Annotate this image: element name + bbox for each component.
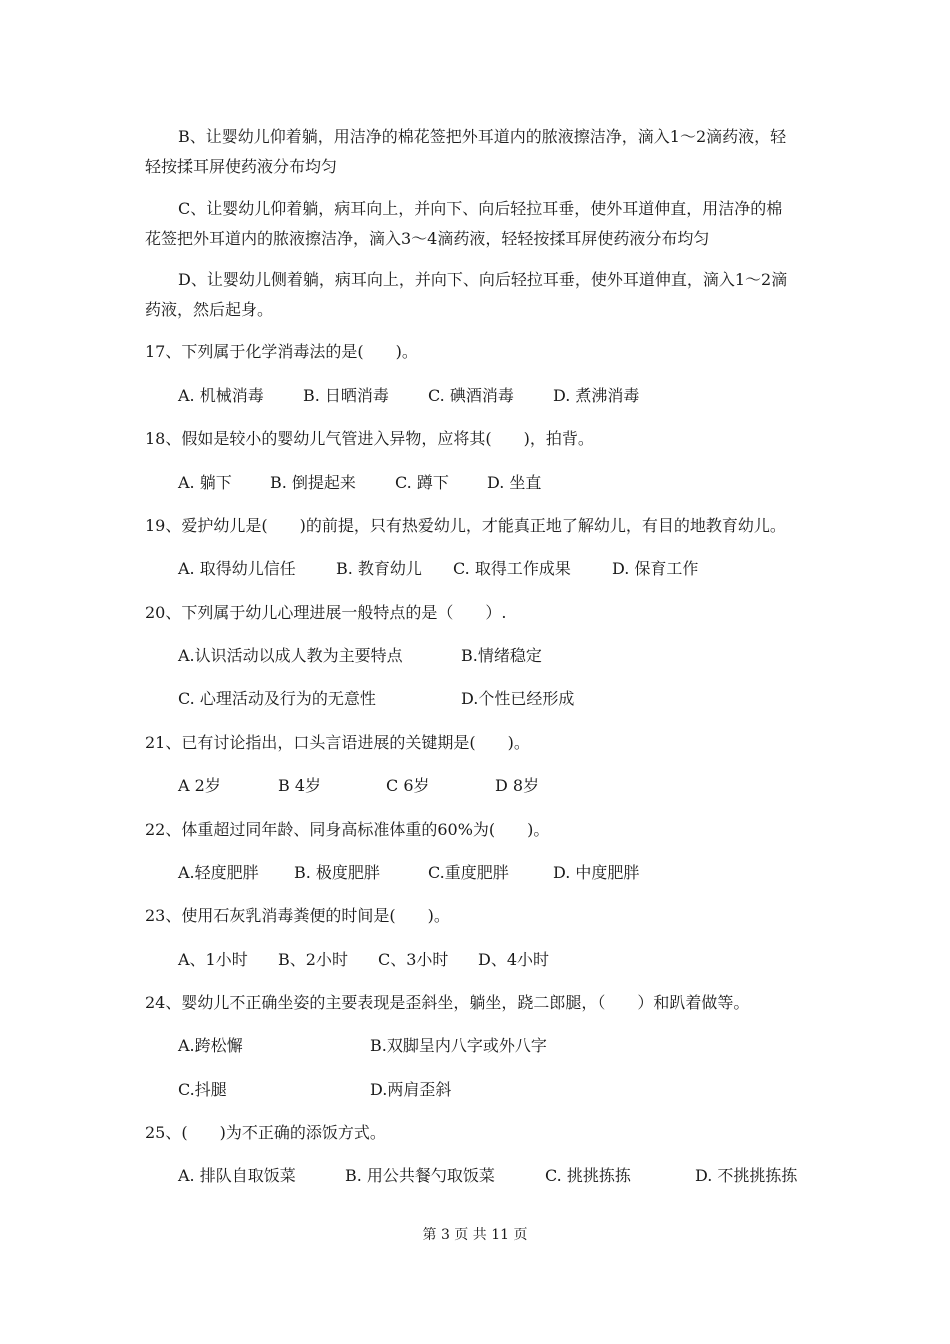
question-stem: 25、( )为不正确的添饭方式。 — [145, 1123, 386, 1142]
question-stem: 24、婴幼儿不正确坐姿的主要表现是歪斜坐，躺坐，跷二郎腿，（ ）和趴着做等。 — [145, 993, 750, 1012]
question-option: D.两肩歪斜 — [370, 1080, 452, 1099]
question-stem: 18、假如是较小的婴幼儿气管进入异物，应将其( )，拍背。 — [145, 429, 594, 448]
option-c-line-2: 花签把外耳道内的脓液擦洁净，滴入3～4滴药液，轻轻按揉耳屏使药液分布均匀 — [145, 229, 710, 248]
option-b-line-1: B、让婴幼儿仰着躺，用洁净的棉花签把外耳道内的脓液擦洁净，滴入1～2滴药液，轻 — [178, 127, 787, 146]
question-stem: 21、已有讨论指出，口头言语进展的关键期是( )。 — [145, 733, 530, 752]
question-option: B. 用公共餐勺取饭菜 — [345, 1166, 495, 1185]
question-option: A. 机械消毒 — [178, 386, 264, 405]
question-option: C.重度肥胖 — [428, 863, 509, 882]
question-option: D.个性已经形成 — [461, 689, 575, 708]
question-option: B. 倒提起来 — [270, 473, 356, 492]
question-option: D 8岁 — [495, 776, 540, 795]
question-option: A. 排队自取饭菜 — [178, 1166, 296, 1185]
question-option: C. 取得工作成果 — [453, 559, 571, 578]
question-stem: 22、体重超过同年龄、同身高标准体重的60%为( )。 — [145, 820, 550, 839]
question-option: B 4岁 — [278, 776, 322, 795]
question-option: B. 极度肥胖 — [294, 863, 380, 882]
question-option: B.情绪稳定 — [461, 646, 542, 665]
question-option: A.跨松懈 — [178, 1036, 243, 1055]
question-stem: 23、使用石灰乳消毒粪便的时间是( )。 — [145, 906, 450, 925]
question-option: D. 坐直 — [487, 473, 542, 492]
question-option: A.轻度肥胖 — [178, 863, 259, 882]
question-stem: 19、爱护幼儿是( )的前提，只有热爱幼儿，才能真正地了解幼儿，有目的地教育幼儿。 — [145, 516, 786, 535]
question-option: A.认识活动以成人教为主要特点 — [178, 646, 403, 665]
question-option: A、1小时 — [178, 950, 248, 969]
question-option: C、3小时 — [378, 950, 449, 969]
question-option: A 2岁 — [178, 776, 221, 795]
option-c-line-1: C、让婴幼儿仰着躺，病耳向上，并向下、向后轻拉耳垂，使外耳道伸直，用洁净的棉 — [178, 199, 783, 218]
question-option: B. 教育幼儿 — [336, 559, 422, 578]
option-d-line-1: D、让婴幼儿侧着躺，病耳向上，并向下、向后轻拉耳垂，使外耳道伸直，滴入1～2滴 — [178, 270, 788, 289]
option-d-line-2: 药液，然后起身。 — [145, 300, 274, 319]
question-option: B、2小时 — [278, 950, 348, 969]
question-option: C. 心理活动及行为的无意性 — [178, 689, 376, 708]
question-option: A. 取得幼儿信任 — [178, 559, 296, 578]
question-option: C 6岁 — [386, 776, 430, 795]
question-option: B. 日晒消毒 — [303, 386, 389, 405]
question-option: C. 挑挑拣拣 — [545, 1166, 631, 1185]
question-option: C. 碘酒消毒 — [428, 386, 514, 405]
question-option: D、4小时 — [478, 950, 550, 969]
question-stem: 20、下列属于幼儿心理进展一般特点的是（ ）. — [145, 603, 507, 622]
question-option: C. 蹲下 — [395, 473, 449, 492]
option-b-line-2: 轻按揉耳屏使药液分布均匀 — [145, 157, 338, 176]
question-option: A. 躺下 — [178, 473, 232, 492]
question-option: D. 煮沸消毒 — [553, 386, 640, 405]
question-option: B.双脚呈内八字或外八字 — [370, 1036, 547, 1055]
question-option: C.抖腿 — [178, 1080, 227, 1099]
question-stem: 17、下列属于化学消毒法的是( )。 — [145, 342, 418, 361]
question-option: D. 保育工作 — [612, 559, 699, 578]
question-option: D. 中度肥胖 — [553, 863, 640, 882]
question-option: D. 不挑挑拣拣 — [695, 1166, 798, 1185]
page-number: 第 3 页 共 11 页 — [422, 1227, 528, 1243]
